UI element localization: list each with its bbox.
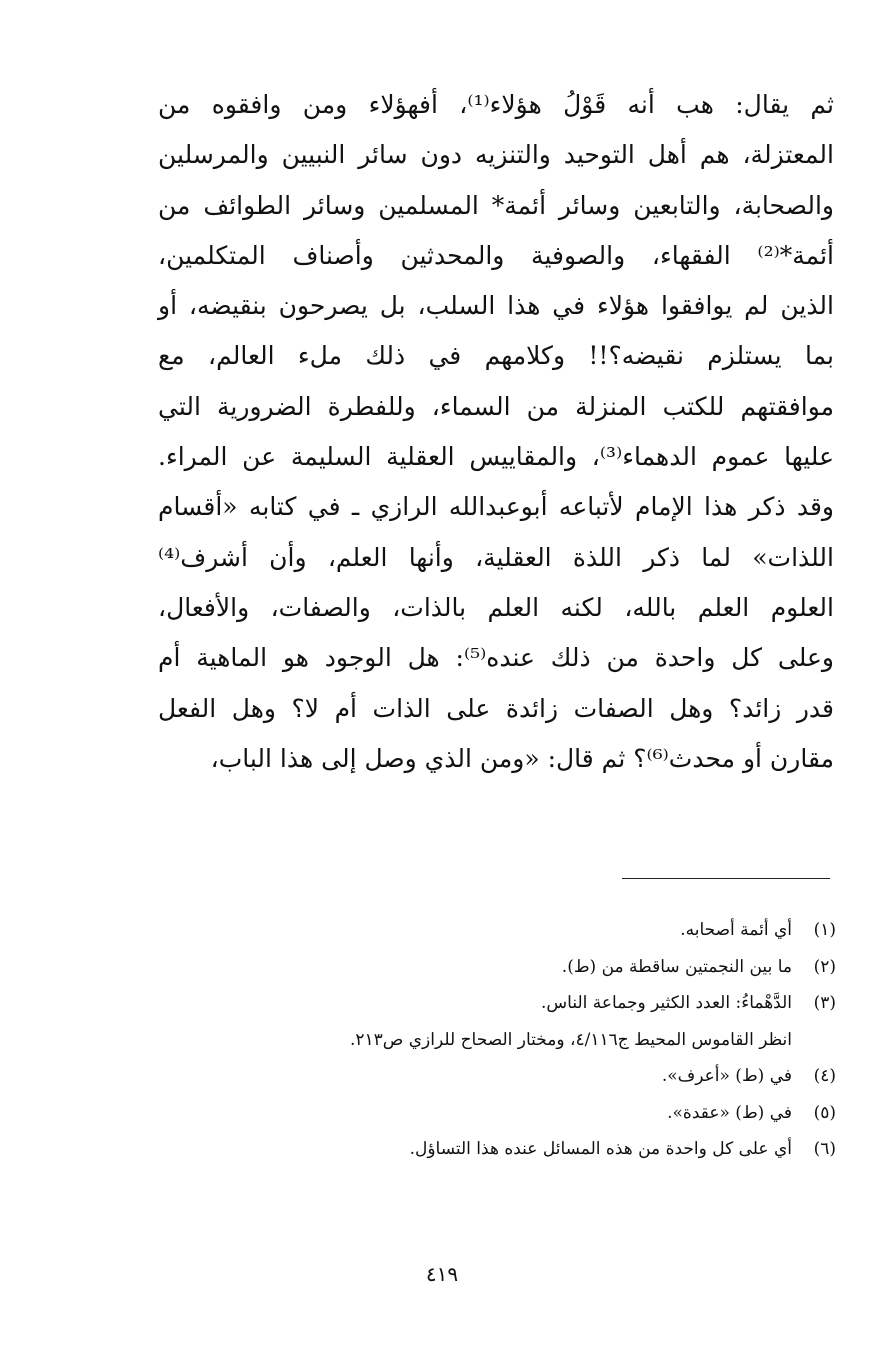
footnote-text: الدَّهْماءُ: العدد الكثير وجماعة الناس. [540, 993, 792, 1013]
footnote-number: (٢) [813, 956, 836, 977]
text-line: اللذات» لما ذكر اللذة العقلية، وأنها العلم، وأن أشرف⁽⁴⁾ [158, 542, 834, 572]
footnote [160, 912, 836, 949]
page-number: ٤١٩ [425, 1262, 459, 1286]
footnotes-block [160, 912, 836, 1168]
footnote-number: (١) [813, 920, 836, 940]
footnote-number: (٥) [813, 1102, 836, 1123]
footnote-text: انظر القاموس المحيط ج٤/١١٦، ومختار الصحاح للرازي ص٢١٣. [349, 1029, 792, 1050]
footnote-number: (٦) [813, 1139, 836, 1159]
text-line: بما يستلزم نقيضه؟!! وكلامهم في ذلك ملء العالم، مع [158, 341, 834, 371]
footnote-number: (٤) [813, 1066, 836, 1086]
text-line: موافقتهم للكتب المنزلة من السماء، وللفطرة الضرورية التي [158, 391, 834, 421]
footnote [160, 1131, 836, 1168]
footnote-text: في (ط) «أعرف». [661, 1066, 792, 1086]
text-line: ثم يقال: هب أنه قَوْلُ هؤلاء⁽¹⁾، أفهؤلاء ومن وافقوه من [158, 90, 834, 119]
footnote [160, 985, 836, 1022]
text-line: قدر زائد؟ وهل الصفات زائدة على الذات أم لا؟ وهل الفعل [158, 693, 834, 723]
footnote-separator [622, 878, 830, 879]
text-line: وعلى كل واحدة من ذلك عنده⁽⁵⁾: هل الوجود هو الماهية أم [158, 643, 834, 673]
footnote-text: أي على كل واحدة من هذه المسائل عنده هذا التساؤل. [409, 1139, 792, 1159]
text-line: مقارن أو محدث⁽⁶⁾؟ ثم قال: «ومن الذي وصل إلى هذا الباب، [210, 743, 834, 773]
footnote-text: أي أئمة أصحابه. [680, 920, 792, 940]
text-line: عليها عموم الدهماء⁽³⁾، والمقاييس العقلية السليمة عن المراء. [158, 442, 834, 472]
footnote-text: ما بين النجمتين ساقطة من (ط). [561, 956, 792, 977]
text-line: الذين لم يوافقوا هؤلاء في هذا السلب، بل يصرحون بنقيضه، أو [158, 291, 834, 321]
footnote [160, 949, 836, 986]
text-line: والصحابة، والتابعين وسائر أئمة* المسلمين وسائر الطوائف من [158, 190, 834, 220]
main-text-block [158, 80, 834, 784]
footnote [160, 1058, 836, 1095]
footnote-text: في (ط) «عقدة». [667, 1102, 792, 1123]
footnote [160, 1095, 836, 1132]
text-line: وقد ذكر هذا الإمام لأتباعه أبوعبدالله الرازي ـ في كتابه «أقسام [158, 492, 834, 522]
footnote-number: (٣) [813, 993, 836, 1013]
footnote [160, 1022, 836, 1059]
text-line: العلوم العلم بالله، لكنه العلم بالذات، والصفات، والأفعال، [158, 592, 834, 622]
text-line: أئمة*⁽²⁾ الفقهاء، والصوفية والمحدثين وأصناف المتكلمين، [158, 240, 834, 270]
text-line: المعتزلة، هم أهل التوحيد والتنزيه دون سائر النبيين والمرسلين [158, 140, 834, 170]
